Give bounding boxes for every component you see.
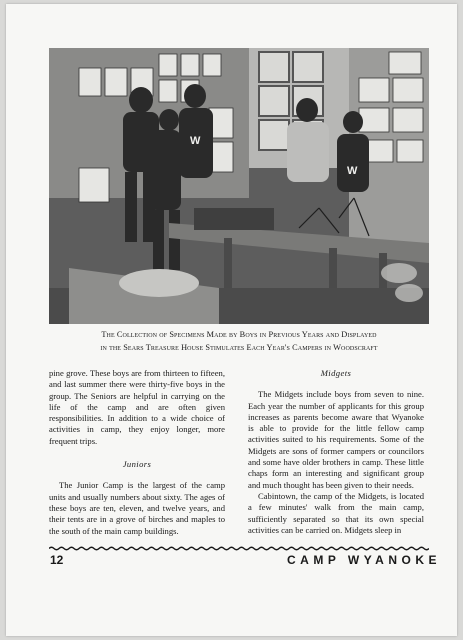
photo-caption [49, 328, 429, 354]
juniors-paragraph: The Junior Camp is the largest of the camp units and usually numbers about sixty. The ages of these boys are ten, eleven, and twelve years, and their tents are in a grove of birches and maples to the south of the main camp buildings. [49, 480, 225, 536]
page-number: 12 [50, 553, 64, 567]
cabintown-paragraph: Cabintown, the camp of the Midgets, is located a few minutes' walk from the main camp, sufficiently separated so that its own special activities can be carried on. Midgets sleep in [248, 490, 424, 535]
left-column [49, 368, 225, 537]
specimen-collection-photo [49, 48, 429, 324]
camp-name-footer: CAMP WYANOKE [286, 553, 441, 567]
midgets-heading: Midgets [320, 368, 352, 378]
caption-line-2: in the Sears Treasure House Stimulates Each Year's Campers in Woodscraft [100, 343, 378, 352]
juniors-heading: Juniors [122, 459, 152, 470]
right-column [248, 368, 424, 536]
caption-line-1: The Collection of Specimens Made by Boys in Previous Years and Displayed [101, 330, 377, 339]
seniors-continued-paragraph: pine grove. These boys are from thirteen to fifteen, and last summer there were thirty-five boys in the group. The Seniors are helpful in carrying on the life of the camp and are often given responsibilities. In addition to a wide choice of activities in camp, they enjoy longer, more frequent trips. [49, 368, 225, 446]
svg-text:W: W [190, 135, 201, 147]
svg-text:W: W [347, 165, 358, 177]
decorative-rule [49, 546, 429, 551]
midgets-paragraph: The Midgets include boys from seven to nine. Each year the number of applicants for this group increases as parents become aware that Wyanoke is able to provide for the little fellow camp activities suited to his requirements. Some of the Midgets are sons of former campers or councilors and some have older brothers in camp. These little chaps form an interesting and significant group and much thought has been given to their needs. [248, 389, 424, 490]
